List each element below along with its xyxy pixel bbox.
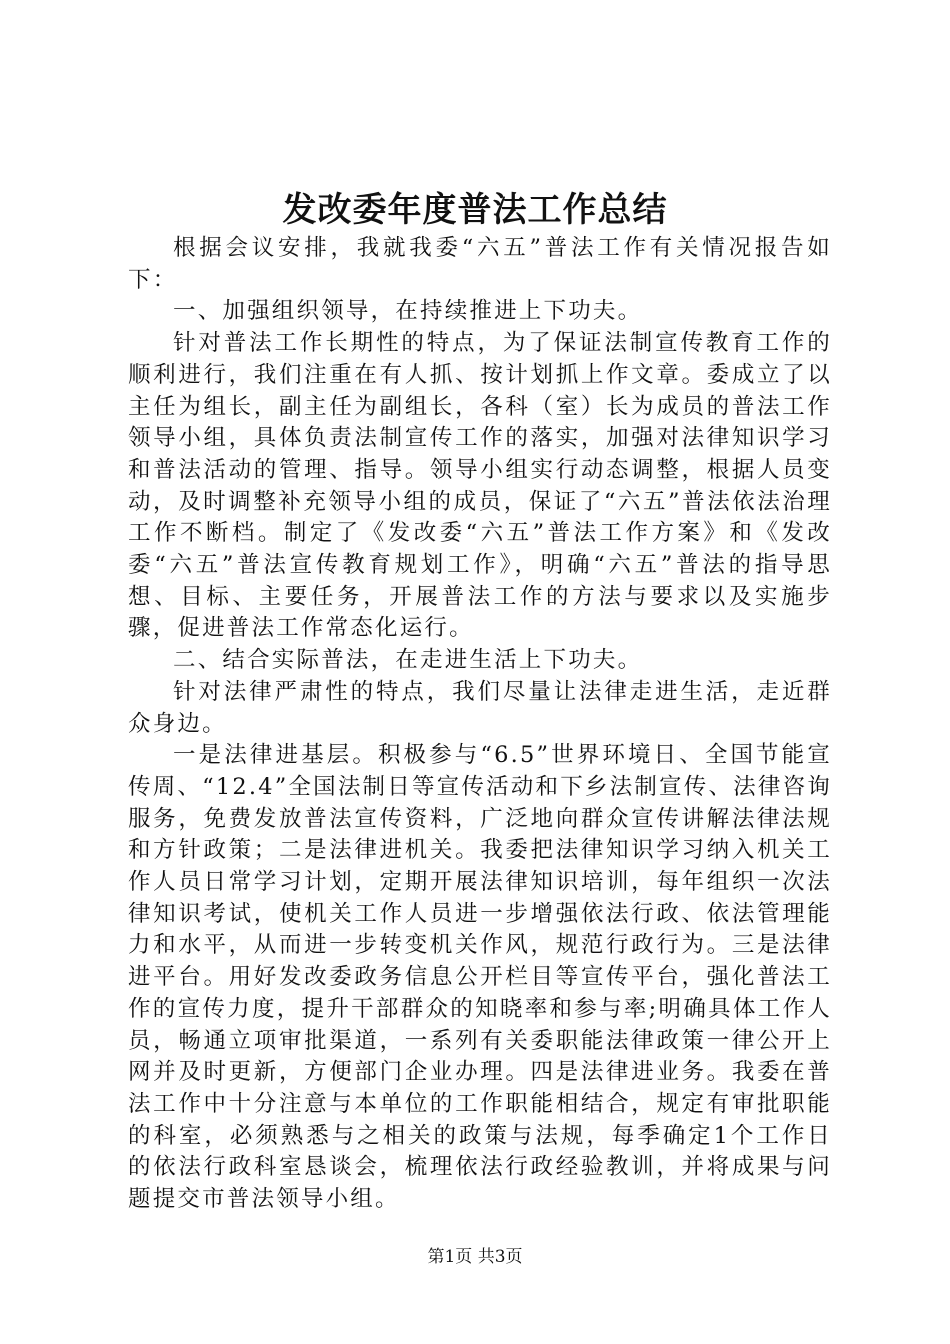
paragraph-organization: 针对普法工作长期性的特点，为了保证法制宣传教育工作的顺利进行，我们注重在有人抓、按计划抓上作文章。委成立了以主任为组长，副主任为副组长，各科（室）长为成员的普法工作领导小组，具体负责法制宣传工作的落实，加强对法律知识学习和普法活动的管理、指导。领导小组实行动态调整，根据人员变动，及时调整补充领导小组的成员，保证了“六五”普法依法治理工作不断档。制定了《发改委“六五”普法工作方案》和《发改委“六五”普法宣传教育规划工作》，明确“六五”普法的指导思想、目标、主要任务，开展普法工作的方法与要求以及实施步骤，促进普法工作常态化运行。 [128,330,832,642]
section-heading-1: 一、加强组织领导，在持续推进上下功夫。 [173,298,643,325]
document-title: 发改委年度普法工作总结 [282,190,668,230]
page-number-footer: 第1页 共3页 [427,1247,523,1267]
section-heading-2: 二、结合实际普法，在走进生活上下功夫。 [173,647,643,674]
paragraph-four-measures: 一是法律进基层。积极参与“6.5”世界环境日、全国节能宣传周、“12.4”全国法制日等宣传活动和下乡法制宣传、法律咨询服务，免费发放普法宣传资料，广泛地向群众宣传讲解法律法规和方针政策；二是法律进机关。我委把法律知识学习纳入机关工作人员日常学习计划，定期开展法律知识培训，每年组织一次法律知识考试，使机关工作人员进一步增强依法行政、依法管理能力和水平，从而进一步转变机关作风，规范行政行为。三是法律进平台。用好发改委政务信息公开栏目等宣传平台，强化普法工作的宣传力度，提升干部群众的知晓率和参与率;明确具体工作人员，畅通立项审批渠道，一系列有关委职能法律政策一律公开上网并及时更新，方便部门企业办理。四是法律进业务。我委在普法工作中十分注意与本单位的工作职能相结合，规定有审批职能的科室，必须熟悉与之相关的政策与法规，每季确定1个工作日的依法行政科室恳谈会，梳理依法行政经验教训，并将成果与问题提交市普法领导小组。 [128,742,832,1213]
document-body [128,233,832,1216]
paragraph-life: 针对法律严肃性的特点，我们尽量让法律走进生活，走近群众身边。 [128,678,832,737]
paragraph-intro: 根据会议安排，我就我委“六五”普法工作有关情况报告如下： [128,235,832,293]
